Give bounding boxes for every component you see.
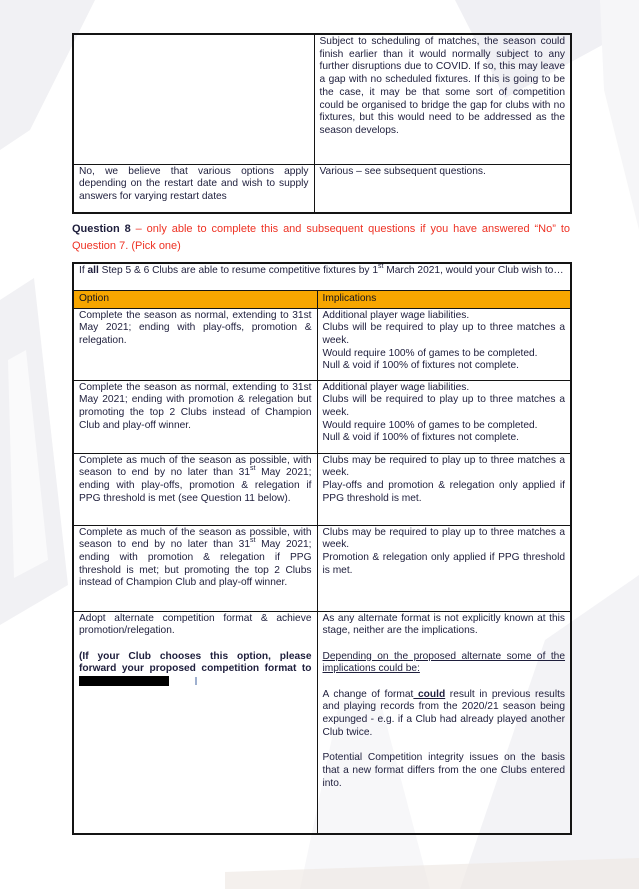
table-row xyxy=(73,380,571,453)
table-title-cell: If all Step 5 & 6 Clubs are able to resume competitive fixtures by 1st March 2021, would your Club wish to… xyxy=(73,263,571,290)
column-header-implications: Implications xyxy=(317,290,571,308)
table-title-row xyxy=(73,263,571,290)
cell-paragraph: Clubs will be required to play up to three matches a week. xyxy=(322,394,566,418)
cell-paragraph: Potential Competition integrity issues on the basis that a new format differs from the one Clubs entered into. xyxy=(322,752,566,789)
cell-paragraph: No, we believe that various options apply depending on the restart date and wish to supply answers for varying restart dates xyxy=(79,165,309,202)
table-row xyxy=(73,611,571,834)
table-row xyxy=(73,34,571,164)
cell-paragraph: (If your Club chooses this option, please forward your proposed competition format to xyxy=(79,651,312,689)
implications-cell xyxy=(317,525,571,611)
cell-paragraph: Clubs may be required to play up to three matches a week. xyxy=(322,454,566,479)
option-cell xyxy=(73,525,317,611)
answer-cell xyxy=(73,164,314,213)
implications-cell xyxy=(314,164,571,213)
column-header-row xyxy=(73,290,571,308)
table-row xyxy=(73,453,571,525)
cell-paragraph: Depending on the proposed alternate some of the implications could be: xyxy=(322,650,566,675)
implications-cell xyxy=(317,611,571,834)
cell-paragraph: Complete the season as normal, extending to 31st May 2021; ending with promotion & relegation but promoting the top 2 Clubs instead of Champion Club and play-off winner. xyxy=(79,381,312,431)
cell-paragraph: Play-offs and promotion & relegation only applied if PPG threshold is met. xyxy=(322,479,566,504)
cell-paragraph: Promotion & relegation only applied if PPG threshold is met. xyxy=(322,551,566,576)
implications-cell xyxy=(317,453,571,525)
cell-paragraph: Null & void if 100% of fixtures not complete. xyxy=(322,360,519,372)
cell-paragraph: Complete as much of the season as possible, with season to end by no later than 31st May 2021; ending with play-offs, promotion & relegation if PPG threshold is met (see Question 11 below). xyxy=(79,454,312,504)
implications-cell xyxy=(314,34,571,164)
cell-paragraph: As any alternate format is not explicitly known at this stage, neither are the implications. xyxy=(322,612,566,637)
implications-cell xyxy=(317,380,571,453)
question8-options-table xyxy=(72,262,572,835)
table-row xyxy=(73,525,571,611)
cell-paragraph: Would require 100% of games to be completed. xyxy=(322,347,538,359)
cell-paragraph: Null & void if 100% of fixtures not complete. xyxy=(322,432,519,444)
redacted-text xyxy=(79,676,169,686)
option-cell xyxy=(73,611,317,834)
question8-table-body xyxy=(73,263,571,834)
question8-heading: Question 8 – only able to complete this and subsequent questions if you have answered “No” to Question 7. (Pick one) xyxy=(72,223,570,252)
cell-paragraph: Subject to scheduling of matches, the season could finish earlier than it would normally subject to any further disruptions due to COVID. If so, this may leave a gap with no scheduled fixtures. If this is going to be the case, it may be that some sort of competition could be organised to bridge the gap for clubs with no fixtures, but this would need to be addressed as the season develops. xyxy=(319,36,565,136)
option-cell xyxy=(73,453,317,525)
cell-paragraph: Clubs may be required to play up to three matches a week. xyxy=(322,526,566,551)
column-header-option: Option xyxy=(73,290,317,308)
table-row xyxy=(73,164,571,213)
cell-paragraph: Complete the season as normal, extending to 31st May 2021; ending with play-offs, promotion & relegation. xyxy=(79,309,312,346)
answer-cell xyxy=(73,34,314,164)
stray-mark xyxy=(195,677,197,685)
cell-paragraph: Various – see subsequent questions. xyxy=(319,165,486,177)
question7-table-body xyxy=(73,34,571,213)
question7-answers-table xyxy=(72,33,572,214)
option-cell xyxy=(73,380,317,453)
cell-paragraph: Complete as much of the season as possible, with season to end by no later than 31st May 2021; ending with promotion & relegation if PPG threshold is met; but promoting the top 2 Clubs instead of Champion Club and play-off winner. xyxy=(79,526,312,589)
cell-paragraph: Additional player wage liabilities. xyxy=(322,381,470,393)
table-row xyxy=(73,308,571,380)
implications-cell xyxy=(317,308,571,380)
cell-paragraph: Additional player wage liabilities. xyxy=(322,309,470,321)
option-cell xyxy=(73,308,317,380)
cell-paragraph: Adopt alternate competition format & achieve promotion/relegation. xyxy=(79,612,312,637)
cell-paragraph: Would require 100% of games to be completed. xyxy=(322,419,538,431)
cell-paragraph: Clubs will be required to play up to three matches a week. xyxy=(322,322,566,346)
cell-paragraph: A change of format could result in previous results and playing records from the 2020/21 season being expunged - e.g. if a Club had already played another Club twice. xyxy=(322,688,566,738)
